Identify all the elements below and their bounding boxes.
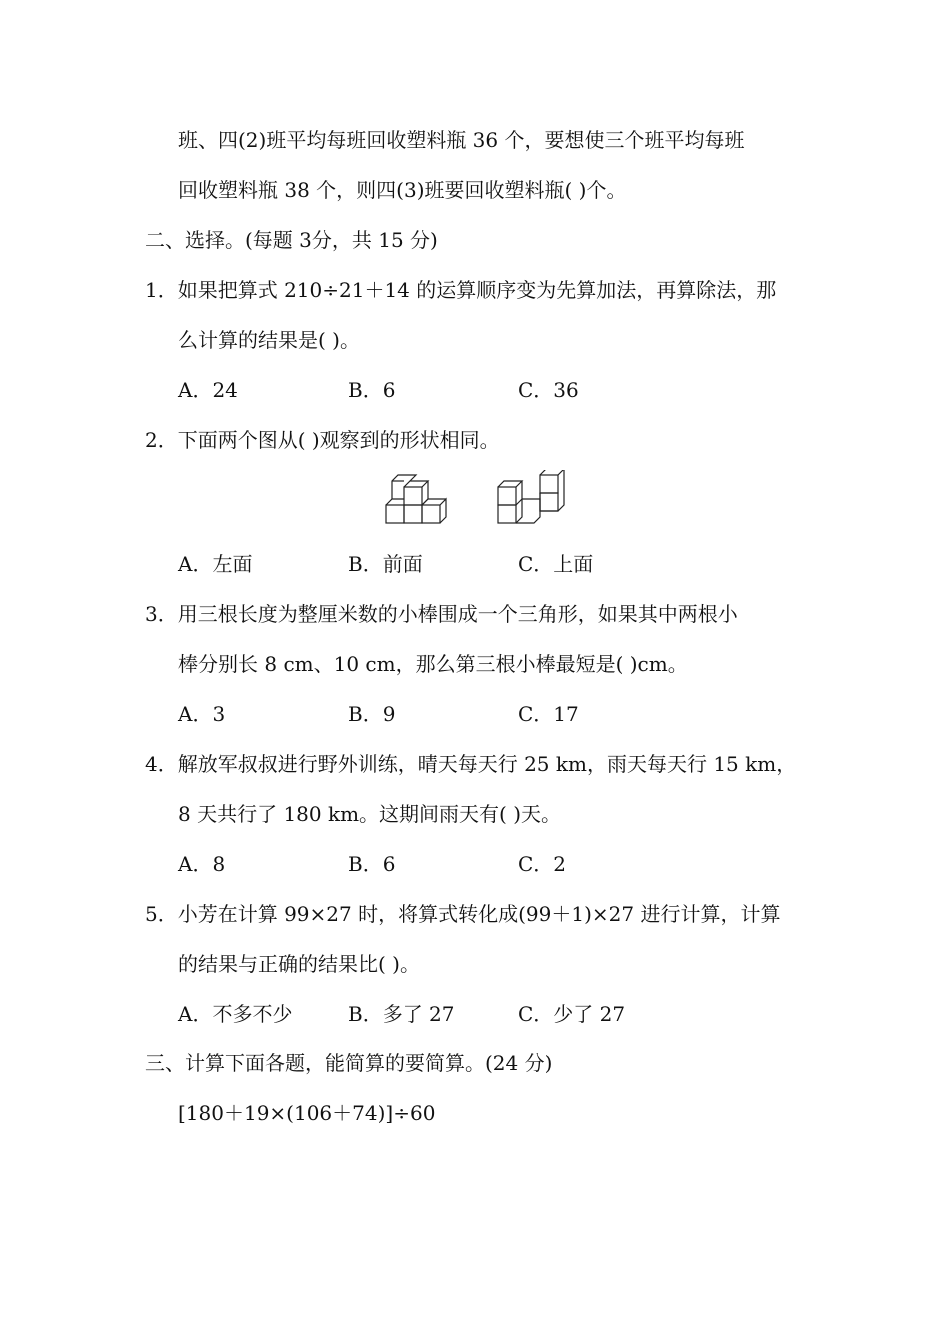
q5-line-1: 5．小芳在计算 99×27 时，将算式转化成(99＋1)×27 进行计算，计算 — [145, 902, 781, 926]
cube-figures — [380, 470, 580, 530]
intro-line-2: 回收塑料瓶 38 个，则四(3)班要回收塑料瓶( )个。 — [178, 178, 627, 202]
section3-expression: [180＋19×(106＋74)]÷60 — [178, 1101, 436, 1125]
q4-option-b: B．6 — [348, 852, 396, 876]
q5-option-b: B．多了 27 — [348, 1002, 455, 1026]
q2-option-b: B．前面 — [348, 552, 423, 576]
section2-heading: 二、选择。(每题 3分，共 15 分) — [145, 228, 438, 252]
q3-line-1: 3．用三根长度为整厘米数的小棒围成一个三角形，如果其中两根小 — [145, 602, 738, 626]
q3-option-c: C．17 — [518, 702, 579, 726]
q5-line-2: 的结果与正确的结果比( )。 — [178, 952, 420, 976]
intro-line-1: 班、四(2)班平均每班回收塑料瓶 36 个，要想使三个班平均每班 — [178, 128, 745, 152]
q3-option-b: B．9 — [348, 702, 396, 726]
cube-figure-right — [498, 470, 564, 523]
q2-line-1: 2．下面两个图从( )观察到的形状相同。 — [145, 428, 500, 452]
q2-option-c: C．上面 — [518, 552, 594, 576]
cube-figure-left — [386, 475, 446, 523]
q4-line-2: 8 天共行了 180 km。这期间雨天有( )天。 — [178, 802, 562, 826]
q5-option-c: C．少了 27 — [518, 1002, 626, 1026]
section3-heading: 三、计算下面各题，能简算的要简算。(24 分) — [145, 1051, 553, 1075]
q2-option-a: A．左面 — [178, 552, 253, 576]
q5-option-a: A．不多不少 — [178, 1002, 293, 1026]
q1-line-1: 1．如果把算式 210÷21＋14 的运算顺序变为先算加法，再算除法，那 — [145, 278, 777, 302]
q1-option-a: A．24 — [178, 378, 238, 402]
q1-option-c: C．36 — [518, 378, 579, 402]
q4-option-a: A．8 — [178, 852, 226, 876]
q1-line-2: 么计算的结果是( )。 — [178, 328, 360, 352]
q1-option-b: B．6 — [348, 378, 396, 402]
q4-line-1: 4．解放军叔叔进行野外训练，晴天每天行 25 km，雨天每天行 15 km， — [145, 752, 797, 776]
q4-option-c: C．2 — [518, 852, 567, 876]
q3-option-a: A．3 — [178, 702, 226, 726]
q3-line-2: 棒分别长 8 cm、10 cm，那么第三根小棒最短是( )cm。 — [178, 652, 688, 676]
